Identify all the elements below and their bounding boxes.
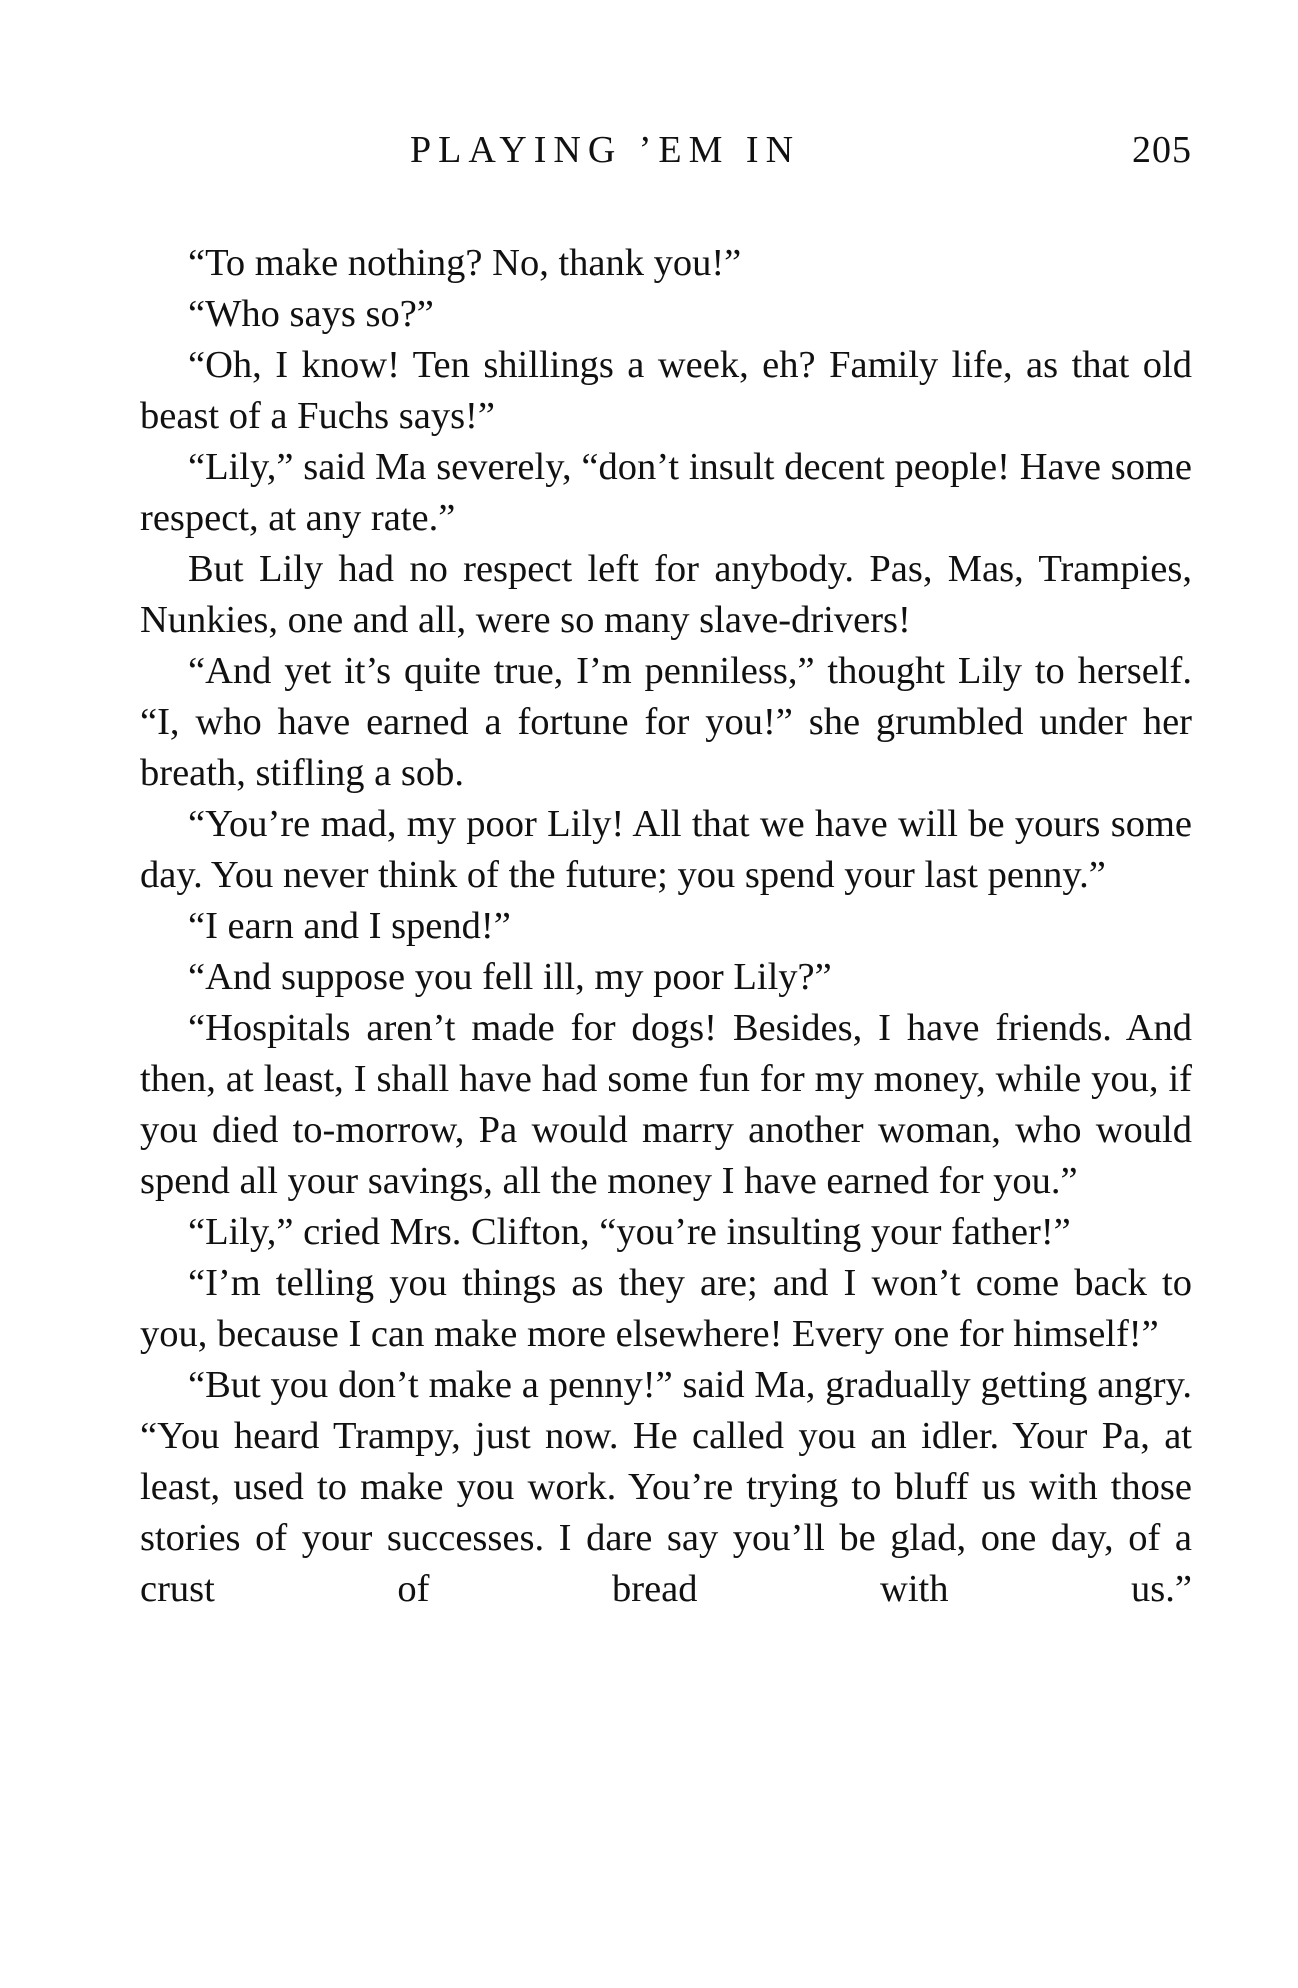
- paragraph: “And yet it’s quite true, I’m penniless,” thought Lily to herself. “I, who have earned a fortune for you!” she grumbled under her breath, stifling a sob.: [140, 650, 1192, 794]
- paragraph: “I’m telling you things as they are; and I won’t come back to you, because I can make more elsewhere! Every one for himself!”: [140, 1262, 1192, 1355]
- paragraph: “Oh, I know! Ten shillings a week, eh? Family life, as that old beast of a Fuchs says!”: [140, 344, 1192, 437]
- paragraph: “I earn and I spend!”: [188, 905, 511, 947]
- paragraph: But Lily had no respect left for anybody. Pas, Mas, Trampies, Nunkies, one and all, were so many slave-drivers!: [140, 548, 1192, 641]
- paragraph: “Lily,” cried Mrs. Clifton, “you’re insulting your father!”: [188, 1211, 1071, 1253]
- paragraph: “Lily,” said Ma severely, “don’t insult decent people! Have some respect, at any rate.”: [140, 446, 1192, 539]
- paragraph: “But you don’t make a penny!” said Ma, gradually getting angry. “You heard Trampy, just now. He called you an idler. Your Pa, at least, used to make you work. You’re trying to bluff us with those stories of your successes. I dare say you’ll be glad, one day, of a crust of bread with us.”: [140, 1364, 1192, 1610]
- paragraph: “Who says so?”: [188, 293, 434, 335]
- page-number: 205: [1132, 129, 1192, 171]
- paragraph: “To make nothing? No, thank you!”: [188, 242, 742, 284]
- running-title: PLAYING ’EM IN: [410, 129, 801, 171]
- paragraph: “Hospitals aren’t made for dogs! Besides, I have friends. And then, at least, I shall have had some fun for my money, while you, if you died to-morrow, Pa would marry another woman, who would spend all your savings, all the money I have earned for you.”: [140, 1007, 1192, 1202]
- running-head: [140, 128, 1192, 178]
- paragraph: “And suppose you fell ill, my poor Lily?”: [188, 956, 832, 998]
- body-text: [140, 238, 1192, 1615]
- paragraph: “You’re mad, my poor Lily! All that we have will be yours some day. You never think of the future; you spend your last penny.”: [140, 803, 1192, 896]
